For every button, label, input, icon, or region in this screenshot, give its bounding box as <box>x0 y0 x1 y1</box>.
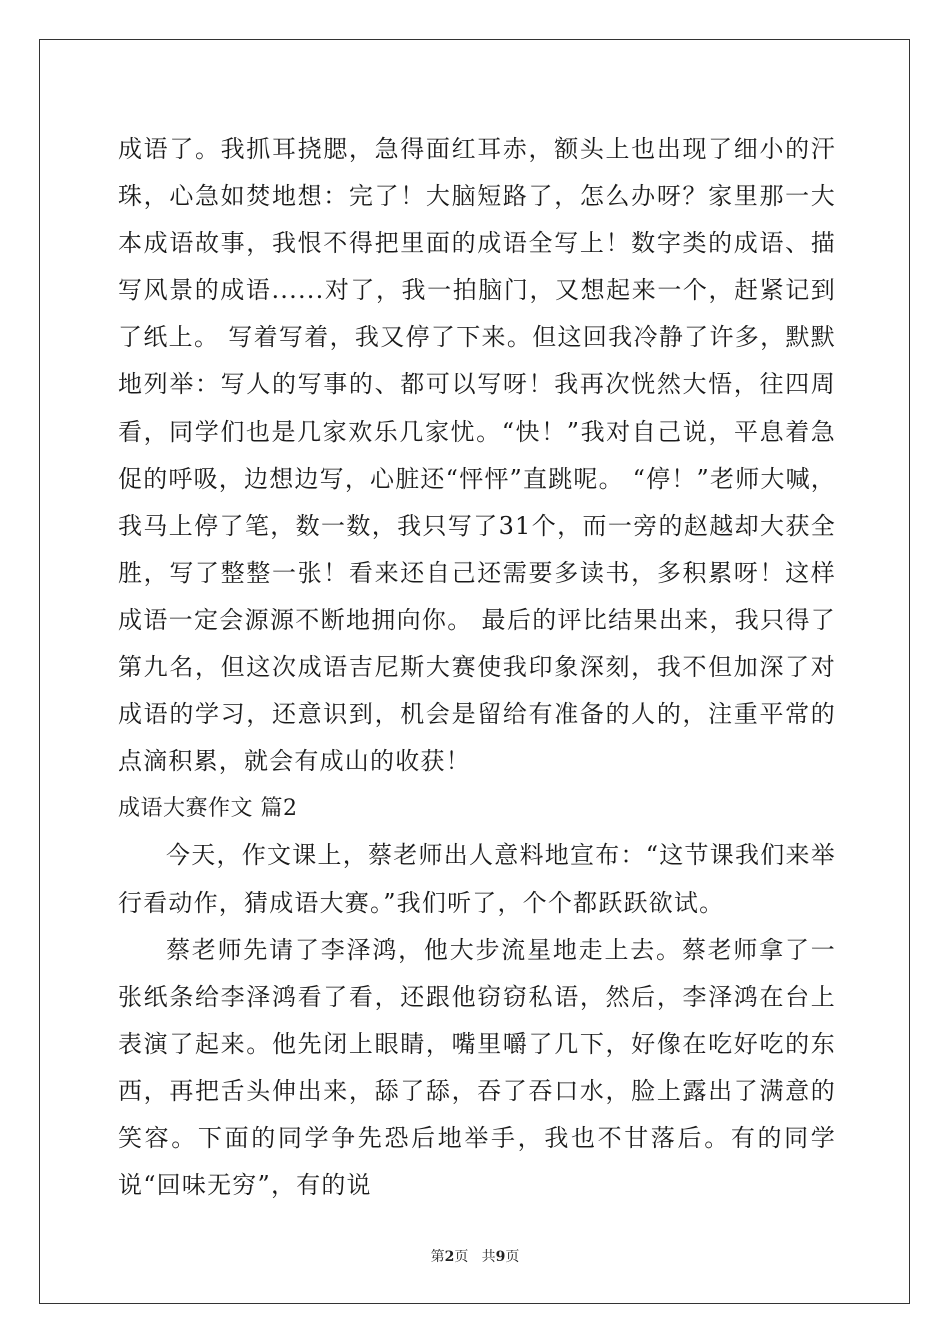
page-number: 2 <box>444 1249 455 1265</box>
total-prefix: 共 <box>481 1249 496 1265</box>
total-pages: 9 <box>495 1249 506 1265</box>
paragraph-intro: 今天，作文课上，蔡老师出人意料地宣布：“这节课我们来举行看动作，猜成语大赛。”我们听了，个个都跃跃欲试。 <box>118 841 836 917</box>
page-prefix: 第 <box>430 1249 445 1265</box>
page-suffix: 页 <box>454 1249 469 1265</box>
paragraph-story: 蔡老师先请了李泽鸿，他大步流星地走上去。蔡老师拿了一张纸条给李泽鸿看了看，还跟他窃窃私语，然后，李泽鸿在台上表演了起来。他先闭上眼睛，嘴里嚼了几下，好像在吃好吃的东西，再把舌头伸出来，舔了舔，吞了吞口水，脸上露出了满意的笑容。下面的同学争先恐后地举手，我也不甘落后。有的同学说“回味无穷”，有的说 <box>118 935 836 1200</box>
document-body <box>118 126 836 1209</box>
page-footer <box>0 1246 950 1266</box>
paragraph-continued: 成语了。我抓耳挠腮，急得面红耳赤，额头上也出现了细小的汗珠，心急如焚地想：完了！大脑短路了，怎么办呀？家里那一大本成语故事，我恨不得把里面的成语全写上！数字类的成语、描写风景的成语......对了，我一拍脑门，又想起来一个，赶紧记到了纸上。 写着写着，我又停了下来。但这回我冷静了许多，默默地列举：写人的写事的、都可以写呀！我再次恍然大悟，往四周看，同学们也是几家欢乐几家忧。“快！”我对自己说，平息着急促的呼吸，边想边写，心脏还“怦怦”直跳呢。 “停！”老师大喊，我马上停了笔，数一数，我只写了31个，而一旁的赵越却大获全胜，写了整整一张！看来还自己还需要多读书，多积累呀！这样成语一定会源源不断地拥向你。 最后的评比结果出来，我只得了第九名，但这次成语吉尼斯大赛使我印象深刻，我不但加深了对成语的学习，还意识到，机会是留给有准备的人的，注重平常的点滴积累，就会有成山的收获！ <box>118 135 836 776</box>
section-title: 成语大赛作文 篇2 <box>118 796 298 822</box>
total-suffix: 页 <box>505 1249 520 1265</box>
